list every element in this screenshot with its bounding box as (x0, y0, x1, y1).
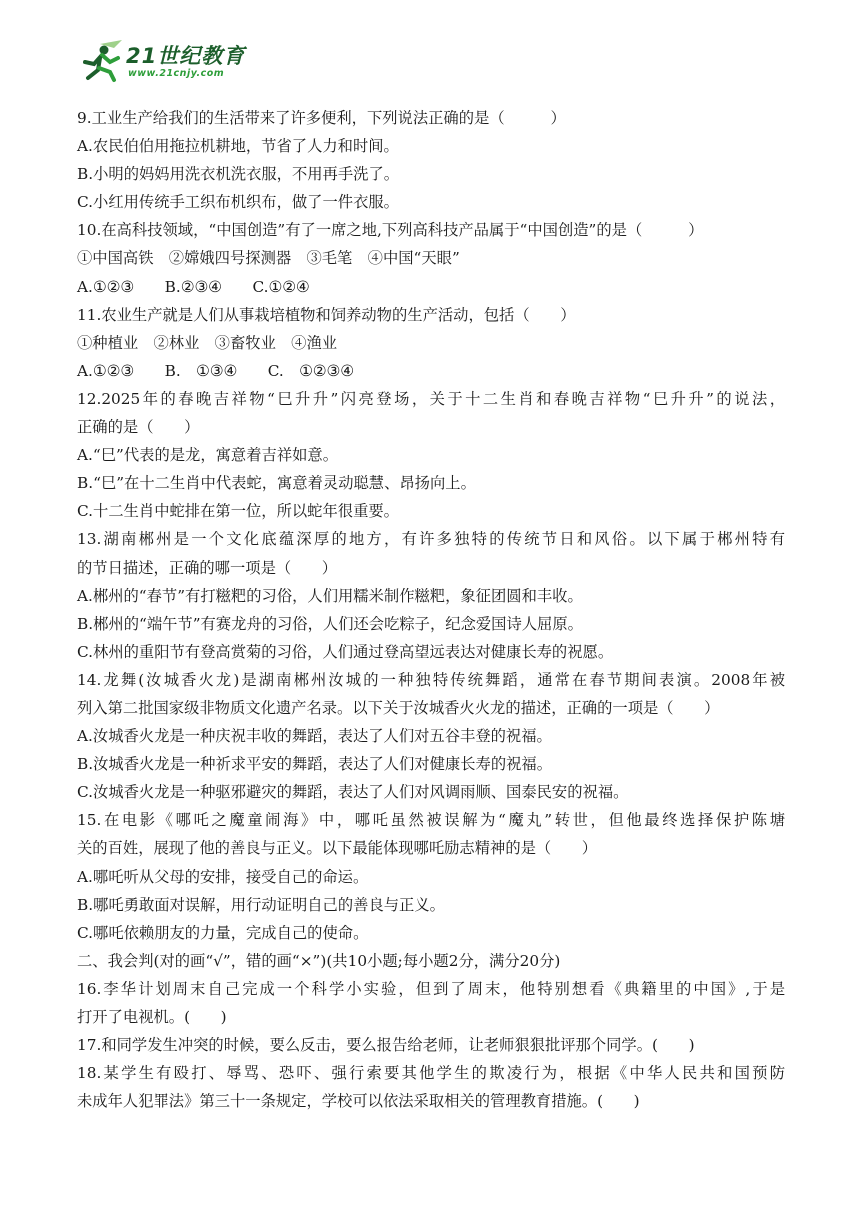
question-9-option-c: C.小红用传统手工织布机织布，做了一件衣服。 (77, 193, 399, 212)
question-12-option-a: A.“巳”代表的是龙，寓意着吉祥如意。 (77, 446, 339, 465)
question-12-option-c: C.十二生肖中蛇排在第一位，所以蛇年很重要。 (77, 502, 399, 521)
question-11-items: ①种植业 ②林业 ③畜牧业 ④渔业 (77, 333, 338, 352)
question-14-stem-line2: 列入第二批国家级非物质文化遗产名录。以下关于汝城香火火龙的描述，正确的一项是（ ） (77, 698, 720, 717)
question-13-option-c: C.林州的重阳节有登高赏菊的习俗，人们通过登高望远表达对健康长寿的祝愿。 (77, 642, 614, 661)
question-10-items: ①中国高铁 ②嫦娥四号探测器 ③毛笔 ④中国“天眼” (77, 249, 460, 268)
question-15-option-a: A.哪吒听从父母的安排，接受自己的命运。 (77, 867, 369, 886)
question-13-option-b: B.郴州的“端午节”有赛龙舟的习俗，人们还会吃粽子，纪念爱国诗人屈原。 (77, 614, 583, 633)
question-14-option-a: A.汝城香火龙是一种庆祝丰收的舞蹈，表达了人们对五谷丰登的祝福。 (77, 727, 552, 746)
question-13-stem-line1: 13.湖南郴州是一个文化底蕴深厚的地方，有许多独特的传统节日和风俗。以下属于郴州特有 (77, 530, 785, 549)
question-10-options: A.①②③ B.②③④ C.①②④ (77, 277, 310, 296)
question-15-stem-line1: 15.在电影《哪吒之魔童闹海》中，哪吒虽然被误解为“魔丸”转世，但他最终选择保护陈塘 (77, 811, 785, 830)
question-14-stem-line1: 14.龙舞(汝城香火龙)是湖南郴州汝城的一种独特传统舞蹈，通常在春节期间表演。2008年被 (77, 670, 785, 689)
question-16-line2: 打开了电视机。( ) (77, 1008, 227, 1026)
question-9-stem: 9.工业生产给我们的生活带来了许多便利，下列说法正确的是（ ） (77, 109, 566, 127)
question-11-stem: 11.农业生产就是人们从事栽培植物和饲养动物的生产活动，包括（ ） (77, 305, 576, 324)
section-2-heading: 二、我会判(对的画“√”，错的画“×”)(共10小题;每小题2分，满分20分) (77, 951, 561, 970)
question-body (77, 104, 785, 1115)
question-11-options: A.①②③ B. ①③④ C. ①②③④ (77, 361, 354, 380)
question-12-option-b: B.“巳”在十二生肖中代表蛇，寓意着灵动聪慧、昂扬向上。 (77, 474, 476, 493)
question-16-line1: 16.李华计划周末自己完成一个科学小实验，但到了周末，他特别想看《典籍里的中国》,于是 (77, 979, 785, 998)
question-17: 17.和同学发生冲突的时候，要么反击，要么报告给老师，让老师狠狠批评那个同学。( ) (77, 1036, 695, 1055)
question-18-line2: 未成年人犯罪法》第三十一条规定，学校可以依法采取相关的管理教育措施。( ) (77, 1092, 640, 1111)
question-15-stem-line2: 关的百姓，展现了他的善良与正义。以下最能体现哪吒励志精神的是（ ） (77, 839, 598, 858)
question-9-option-b: B.小明的妈妈用洗衣机洗衣服，不用再手洗了。 (77, 165, 400, 184)
question-12-stem-line2: 正确的是（ ） (77, 418, 200, 437)
question-13-stem-line2: 的节日描述，正确的哪一项是（ ） (77, 558, 338, 577)
question-12-stem-line1: 12.2025年的春晚吉祥物“巳升升”闪亮登场，关于十二生肖和春晚吉祥物“巳升升”的说法， (77, 389, 785, 408)
question-9-option-a: A.农民伯伯用拖拉机耕地，节省了人力和时间。 (77, 137, 399, 156)
question-10-stem: 10.在高科技领域，“中国创造”有了一席之地,下列高科技产品属于“中国创造”的是（ ） (77, 221, 704, 240)
question-14-option-c: C.汝城香火龙是一种驱邪避灾的舞蹈，表达了人们对风调雨顺、国泰民安的祝福。 (77, 783, 629, 802)
logo-url: www.21cnjy.com (128, 68, 225, 79)
question-15-option-c: C.哪吒依赖朋友的力量，完成自己的使命。 (77, 923, 369, 942)
logo-text: 21世纪教育 (126, 44, 246, 68)
question-18-line1: 18.某学生有殴打、辱骂、恐吓、强行索要其他学生的欺凌行为，根据《中华人民共和国预防 (77, 1064, 785, 1083)
question-14-option-b: B.汝城香火龙是一种祈求平安的舞蹈，表达了人们对健康长寿的祝福。 (77, 755, 553, 774)
site-logo (80, 38, 250, 84)
question-15-option-b: B.哪吒勇敢面对误解，用行动证明自己的善良与正义。 (77, 895, 445, 914)
question-13-option-a: A.郴州的“春节”有打糍粑的习俗，人们用糯米制作糍粑，象征团圆和丰收。 (77, 586, 583, 605)
